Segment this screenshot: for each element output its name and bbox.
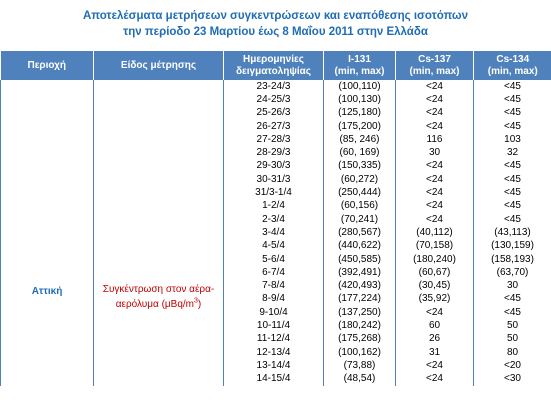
cs134-cell: <20 — [474, 359, 551, 372]
cs137-cell: <24 — [396, 186, 474, 199]
cs134-cell: <45 — [474, 80, 551, 93]
cs137-cell: (30,45) — [396, 279, 474, 292]
date-cell: 29-30/3 — [224, 160, 324, 173]
cs137-cell: (60,67) — [396, 266, 474, 279]
cs134-cell: <30 — [474, 373, 551, 386]
i131-cell: (177,224) — [324, 293, 396, 306]
table-row — [1, 80, 551, 93]
cs137-cell: <24 — [396, 306, 474, 319]
date-cell: 4-5/4 — [224, 240, 324, 253]
cs134-cell: <45 — [474, 186, 551, 199]
header-measurement-type: Είδος μέτρησης — [94, 51, 224, 80]
measurement-type-line-1: Συγκέντρωση στον αέρα- — [102, 283, 215, 295]
date-cell: 14-15/4 — [224, 373, 324, 386]
i131-cell: (150,335) — [324, 160, 396, 173]
date-cell: 2-3/4 — [224, 213, 324, 226]
date-cell: 23-24/3 — [224, 80, 324, 93]
cs137-cell: <24 — [396, 120, 474, 133]
i131-cell: (280,567) — [324, 226, 396, 239]
cs134-cell: 103 — [474, 133, 551, 146]
header-cs137: Cs-137 (min, max) — [396, 51, 474, 80]
i131-cell: (85, 246) — [324, 133, 396, 146]
cs137-cell: <24 — [396, 160, 474, 173]
date-cell: 13-14/4 — [224, 359, 324, 372]
cs137-cell: (35,92) — [396, 293, 474, 306]
i131-cell: (440,622) — [324, 240, 396, 253]
i131-cell: (175,268) — [324, 333, 396, 346]
i131-cell: (70,241) — [324, 213, 396, 226]
page-title — [0, 8, 551, 40]
cs137-cell: <24 — [396, 359, 474, 372]
cs137-cell: <24 — [396, 213, 474, 226]
i131-cell: (60, 169) — [324, 146, 396, 159]
cs137-cell: <24 — [396, 200, 474, 213]
cs137-cell: <24 — [396, 173, 474, 186]
cs134-cell: <45 — [474, 200, 551, 213]
cs134-cell: 50 — [474, 333, 551, 346]
date-cell: 12-13/4 — [224, 346, 324, 359]
date-cell: 30-31/3 — [224, 173, 324, 186]
cs134-cell: (158,193) — [474, 253, 551, 266]
cs134-cell: <45 — [474, 173, 551, 186]
i131-cell: (450,585) — [324, 253, 396, 266]
date-cell: 31/3-1/4 — [224, 186, 324, 199]
cs137-cell: <24 — [396, 93, 474, 106]
i131-cell: (137,250) — [324, 306, 396, 319]
date-cell: 5-6/4 — [224, 253, 324, 266]
date-cell: 7-8/4 — [224, 279, 324, 292]
date-cell: 27-28/3 — [224, 133, 324, 146]
i131-cell: (180,242) — [324, 319, 396, 332]
cs137-cell: 60 — [396, 319, 474, 332]
measurements-table — [0, 51, 551, 386]
i131-cell: (60,272) — [324, 173, 396, 186]
date-cell: 8-9/4 — [224, 293, 324, 306]
cs137-cell: <24 — [396, 80, 474, 93]
cs134-cell: <45 — [474, 93, 551, 106]
i131-cell: (60,156) — [324, 200, 396, 213]
cs137-cell: 31 — [396, 346, 474, 359]
unit-exponent: 3 — [194, 297, 198, 305]
cs134-cell: <45 — [474, 120, 551, 133]
measurement-type-unit: αερόλυμα (μBq/m — [115, 298, 195, 310]
i131-cell: (100,162) — [324, 346, 396, 359]
table-body — [1, 80, 551, 386]
cs134-cell: <45 — [474, 213, 551, 226]
cs137-cell: (70,158) — [396, 240, 474, 253]
title-line-2: την περίοδο 23 Μαρτίου έως 8 Μαΐου 2011 στην Ελλάδα — [123, 26, 428, 38]
i131-cell: (175,200) — [324, 120, 396, 133]
cs134-cell: <45 — [474, 107, 551, 120]
cs137-cell: (40,112) — [396, 226, 474, 239]
header-i131: I-131 (min, max) — [324, 51, 396, 80]
cs134-cell: (63,70) — [474, 266, 551, 279]
cs134-cell: <45 — [474, 293, 551, 306]
i131-cell: (100,130) — [324, 93, 396, 106]
date-cell: 25-26/3 — [224, 107, 324, 120]
header-region: Περιοχή — [1, 51, 94, 80]
measurement-type-line-2 — [94, 297, 223, 312]
i131-cell: (73,88) — [324, 359, 396, 372]
date-cell: 10-11/4 — [224, 319, 324, 332]
cs137-cell: <24 — [396, 107, 474, 120]
i131-cell: (48,54) — [324, 373, 396, 386]
cs134-cell: (130,159) — [474, 240, 551, 253]
region-cell: Αττική — [1, 80, 94, 386]
cs134-cell: <45 — [474, 306, 551, 319]
i131-cell: (392,491) — [324, 266, 396, 279]
cs134-cell: 32 — [474, 146, 551, 159]
cs137-cell: <24 — [396, 373, 474, 386]
unit-close-paren: ) — [197, 298, 202, 310]
cs134-cell: 30 — [474, 279, 551, 292]
i131-cell: (100,110) — [324, 80, 396, 93]
i131-cell: (250,444) — [324, 186, 396, 199]
table-header-row — [1, 51, 551, 80]
cs137-cell: (180,240) — [396, 253, 474, 266]
header-cs134: Cs-134 (min, max) — [474, 51, 551, 80]
cs134-cell: (43,113) — [474, 226, 551, 239]
date-cell: 3-4/4 — [224, 226, 324, 239]
i131-cell: (125,180) — [324, 107, 396, 120]
cs137-cell: 116 — [396, 133, 474, 146]
measurement-type-cell — [94, 80, 224, 386]
cs134-cell: 80 — [474, 346, 551, 359]
cs134-cell: <45 — [474, 160, 551, 173]
title-line-1: Αποτελέσματα μετρήσεων συγκεντρώσεων και εναπόθεσης ισοτόπων — [82, 10, 469, 22]
date-cell: 1-2/4 — [224, 200, 324, 213]
date-cell: 11-12/4 — [224, 333, 324, 346]
date-cell: 28-29/3 — [224, 146, 324, 159]
date-cell: 9-10/4 — [224, 306, 324, 319]
cs137-cell: 30 — [396, 146, 474, 159]
date-cell: 6-7/4 — [224, 266, 324, 279]
cs137-cell: 26 — [396, 333, 474, 346]
cs134-cell: 50 — [474, 319, 551, 332]
i131-cell: (420,493) — [324, 279, 396, 292]
header-sampling-dates: Ημερομηνίες δειγματοληψίας — [224, 51, 324, 80]
date-cell: 24-25/3 — [224, 93, 324, 106]
date-cell: 26-27/3 — [224, 120, 324, 133]
